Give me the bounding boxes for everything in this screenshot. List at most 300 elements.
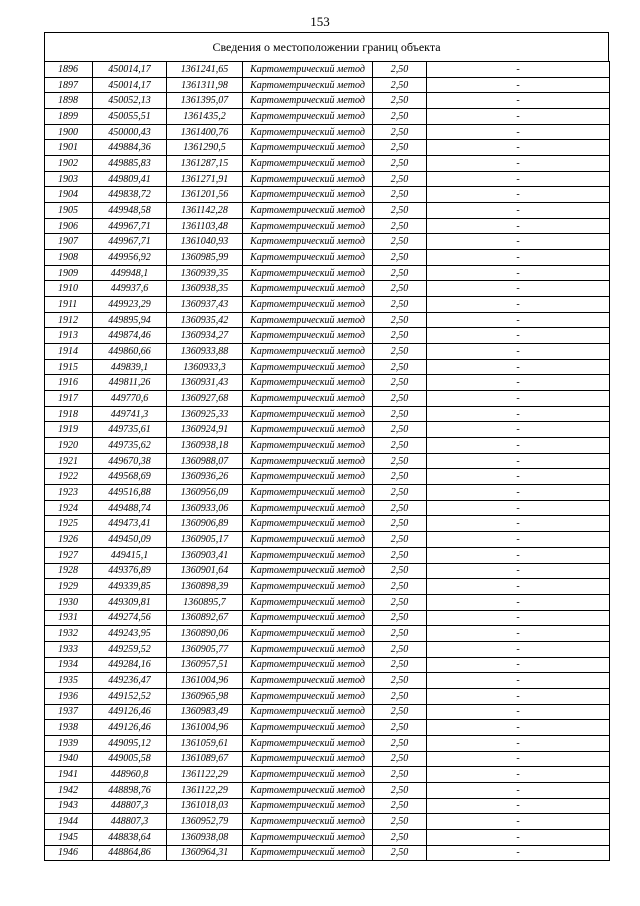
cell-coord-x: 449948,1 bbox=[93, 265, 167, 281]
cell-point-number: 1924 bbox=[45, 500, 93, 516]
cell-precision: 2,50 bbox=[373, 375, 427, 391]
cell-precision: 2,50 bbox=[373, 673, 427, 689]
cell-description: - bbox=[427, 485, 610, 501]
cell-point-number: 1931 bbox=[45, 610, 93, 626]
cell-method: Картометрический метод bbox=[243, 641, 373, 657]
cell-precision: 2,50 bbox=[373, 829, 427, 845]
cell-description: - bbox=[427, 767, 610, 783]
cell-coord-x: 449874,46 bbox=[93, 328, 167, 344]
cell-coord-y: 1361241,65 bbox=[167, 62, 243, 78]
cell-point-number: 1943 bbox=[45, 798, 93, 814]
cell-coord-y: 1360898,39 bbox=[167, 579, 243, 595]
cell-precision: 2,50 bbox=[373, 391, 427, 407]
table-title: Сведения о местоположении границ объекта bbox=[44, 32, 609, 61]
cell-coord-x: 449670,38 bbox=[93, 453, 167, 469]
cell-coord-y: 1360903,41 bbox=[167, 547, 243, 563]
cell-point-number: 1901 bbox=[45, 140, 93, 156]
cell-coord-x: 449376,89 bbox=[93, 563, 167, 579]
cell-coord-x: 448898,76 bbox=[93, 782, 167, 798]
cell-coord-x: 449274,56 bbox=[93, 610, 167, 626]
cell-description: - bbox=[427, 187, 610, 203]
cell-point-number: 1934 bbox=[45, 657, 93, 673]
cell-coord-x: 449095,12 bbox=[93, 735, 167, 751]
cell-method: Картометрический метод bbox=[243, 250, 373, 266]
cell-description: - bbox=[427, 77, 610, 93]
cell-description: - bbox=[427, 829, 610, 845]
cell-coord-y: 1361103,48 bbox=[167, 218, 243, 234]
cell-coord-x: 449339,85 bbox=[93, 579, 167, 595]
cell-method: Картометрический метод bbox=[243, 62, 373, 78]
cell-coord-x: 448838,64 bbox=[93, 829, 167, 845]
cell-point-number: 1904 bbox=[45, 187, 93, 203]
cell-coord-x: 449005,58 bbox=[93, 751, 167, 767]
cell-point-number: 1900 bbox=[45, 124, 93, 140]
table-row bbox=[45, 516, 610, 532]
cell-precision: 2,50 bbox=[373, 77, 427, 93]
cell-precision: 2,50 bbox=[373, 469, 427, 485]
cell-description: - bbox=[427, 641, 610, 657]
cell-coord-y: 1360934,27 bbox=[167, 328, 243, 344]
cell-method: Картометрический метод bbox=[243, 845, 373, 861]
cell-coord-x: 450052,13 bbox=[93, 93, 167, 109]
cell-coord-x: 449243,95 bbox=[93, 626, 167, 642]
cell-point-number: 1932 bbox=[45, 626, 93, 642]
cell-method: Картометрический метод bbox=[243, 782, 373, 798]
table-row bbox=[45, 829, 610, 845]
table-row bbox=[45, 359, 610, 375]
table-row bbox=[45, 610, 610, 626]
cell-precision: 2,50 bbox=[373, 657, 427, 673]
cell-precision: 2,50 bbox=[373, 767, 427, 783]
cell-method: Картометрический метод bbox=[243, 547, 373, 563]
cell-coord-x: 449809,41 bbox=[93, 171, 167, 187]
cell-method: Картометрический метод bbox=[243, 657, 373, 673]
cell-point-number: 1917 bbox=[45, 391, 93, 407]
cell-precision: 2,50 bbox=[373, 626, 427, 642]
table-row bbox=[45, 453, 610, 469]
cell-coord-x: 449956,92 bbox=[93, 250, 167, 266]
cell-point-number: 1925 bbox=[45, 516, 93, 532]
table-row bbox=[45, 485, 610, 501]
cell-point-number: 1910 bbox=[45, 281, 93, 297]
cell-coord-y: 1360983,49 bbox=[167, 704, 243, 720]
cell-method: Картометрический метод bbox=[243, 767, 373, 783]
table-row bbox=[45, 814, 610, 830]
cell-description: - bbox=[427, 328, 610, 344]
cell-coord-y: 1361040,93 bbox=[167, 234, 243, 250]
cell-method: Картометрический метод bbox=[243, 798, 373, 814]
cell-coord-y: 1361311,98 bbox=[167, 77, 243, 93]
cell-description: - bbox=[427, 532, 610, 548]
cell-precision: 2,50 bbox=[373, 438, 427, 454]
cell-description: - bbox=[427, 469, 610, 485]
cell-description: - bbox=[427, 344, 610, 360]
cell-coord-y: 1360938,35 bbox=[167, 281, 243, 297]
cell-coord-y: 1361122,29 bbox=[167, 782, 243, 798]
cell-method: Картометрический метод bbox=[243, 265, 373, 281]
cell-method: Картометрический метод bbox=[243, 673, 373, 689]
cell-precision: 2,50 bbox=[373, 406, 427, 422]
cell-coord-x: 449923,29 bbox=[93, 297, 167, 313]
cell-point-number: 1902 bbox=[45, 156, 93, 172]
table-row bbox=[45, 673, 610, 689]
cell-method: Картометрический метод bbox=[243, 453, 373, 469]
cell-coord-y: 1360937,43 bbox=[167, 297, 243, 313]
cell-coord-x: 449948,58 bbox=[93, 203, 167, 219]
cell-coord-y: 1361059,61 bbox=[167, 735, 243, 751]
cell-method: Картометрический метод bbox=[243, 469, 373, 485]
cell-point-number: 1918 bbox=[45, 406, 93, 422]
cell-method: Картометрический метод bbox=[243, 704, 373, 720]
cell-coord-x: 450000,43 bbox=[93, 124, 167, 140]
cell-coord-x: 449568,69 bbox=[93, 469, 167, 485]
cell-method: Картометрический метод bbox=[243, 234, 373, 250]
table-row bbox=[45, 422, 610, 438]
cell-point-number: 1896 bbox=[45, 62, 93, 78]
cell-precision: 2,50 bbox=[373, 281, 427, 297]
cell-method: Картометрический метод bbox=[243, 328, 373, 344]
cell-method: Картометрический метод bbox=[243, 626, 373, 642]
cell-description: - bbox=[427, 422, 610, 438]
cell-point-number: 1906 bbox=[45, 218, 93, 234]
cell-coord-y: 1361089,67 bbox=[167, 751, 243, 767]
cell-description: - bbox=[427, 438, 610, 454]
cell-description: - bbox=[427, 297, 610, 313]
cell-point-number: 1912 bbox=[45, 312, 93, 328]
table-row bbox=[45, 563, 610, 579]
cell-coord-y: 1360935,42 bbox=[167, 312, 243, 328]
cell-description: - bbox=[427, 312, 610, 328]
cell-description: - bbox=[427, 720, 610, 736]
cell-coord-y: 1360905,17 bbox=[167, 532, 243, 548]
cell-coord-y: 1361435,2 bbox=[167, 109, 243, 125]
cell-point-number: 1916 bbox=[45, 375, 93, 391]
cell-precision: 2,50 bbox=[373, 297, 427, 313]
cell-coord-y: 1360936,26 bbox=[167, 469, 243, 485]
table-row bbox=[45, 218, 610, 234]
cell-precision: 2,50 bbox=[373, 688, 427, 704]
cell-point-number: 1926 bbox=[45, 532, 93, 548]
cell-precision: 2,50 bbox=[373, 547, 427, 563]
table-row bbox=[45, 594, 610, 610]
cell-point-number: 1907 bbox=[45, 234, 93, 250]
table-row bbox=[45, 203, 610, 219]
cell-precision: 2,50 bbox=[373, 563, 427, 579]
cell-point-number: 1914 bbox=[45, 344, 93, 360]
cell-method: Картометрический метод bbox=[243, 516, 373, 532]
cell-precision: 2,50 bbox=[373, 641, 427, 657]
table-row bbox=[45, 798, 610, 814]
cell-coord-y: 1360931,43 bbox=[167, 375, 243, 391]
cell-precision: 2,50 bbox=[373, 203, 427, 219]
cell-coord-y: 1360905,77 bbox=[167, 641, 243, 657]
cell-description: - bbox=[427, 203, 610, 219]
cell-precision: 2,50 bbox=[373, 845, 427, 861]
cell-precision: 2,50 bbox=[373, 328, 427, 344]
cell-coord-x: 449735,61 bbox=[93, 422, 167, 438]
cell-coord-y: 1361142,28 bbox=[167, 203, 243, 219]
table-row bbox=[45, 735, 610, 751]
table-row bbox=[45, 250, 610, 266]
cell-coord-x: 448807,3 bbox=[93, 798, 167, 814]
cell-coord-x: 449860,66 bbox=[93, 344, 167, 360]
cell-precision: 2,50 bbox=[373, 265, 427, 281]
cell-description: - bbox=[427, 359, 610, 375]
cell-description: - bbox=[427, 93, 610, 109]
cell-precision: 2,50 bbox=[373, 187, 427, 203]
cell-coord-x: 449895,94 bbox=[93, 312, 167, 328]
table-row bbox=[45, 109, 610, 125]
cell-precision: 2,50 bbox=[373, 798, 427, 814]
cell-point-number: 1897 bbox=[45, 77, 93, 93]
cell-coord-x: 449885,83 bbox=[93, 156, 167, 172]
cell-method: Картометрический метод bbox=[243, 344, 373, 360]
cell-precision: 2,50 bbox=[373, 532, 427, 548]
table-row bbox=[45, 187, 610, 203]
cell-method: Картометрический метод bbox=[243, 109, 373, 125]
cell-description: - bbox=[427, 579, 610, 595]
cell-coord-x: 448807,3 bbox=[93, 814, 167, 830]
table-row bbox=[45, 234, 610, 250]
cell-description: - bbox=[427, 547, 610, 563]
cell-point-number: 1898 bbox=[45, 93, 93, 109]
cell-description: - bbox=[427, 688, 610, 704]
cell-precision: 2,50 bbox=[373, 218, 427, 234]
cell-coord-y: 1361004,96 bbox=[167, 673, 243, 689]
cell-coord-x: 449735,62 bbox=[93, 438, 167, 454]
cell-coord-x: 449152,52 bbox=[93, 688, 167, 704]
cell-precision: 2,50 bbox=[373, 156, 427, 172]
cell-coord-y: 1360906,89 bbox=[167, 516, 243, 532]
cell-precision: 2,50 bbox=[373, 344, 427, 360]
cell-point-number: 1911 bbox=[45, 297, 93, 313]
cell-description: - bbox=[427, 281, 610, 297]
cell-point-number: 1899 bbox=[45, 109, 93, 125]
table-row bbox=[45, 641, 610, 657]
cell-precision: 2,50 bbox=[373, 735, 427, 751]
cell-precision: 2,50 bbox=[373, 140, 427, 156]
cell-description: - bbox=[427, 735, 610, 751]
coordinates-table bbox=[44, 61, 610, 861]
cell-coord-y: 1360956,09 bbox=[167, 485, 243, 501]
cell-description: - bbox=[427, 845, 610, 861]
cell-method: Картометрический метод bbox=[243, 218, 373, 234]
cell-coord-x: 449415,1 bbox=[93, 547, 167, 563]
cell-precision: 2,50 bbox=[373, 610, 427, 626]
cell-precision: 2,50 bbox=[373, 312, 427, 328]
cell-method: Картометрический метод bbox=[243, 532, 373, 548]
cell-description: - bbox=[427, 62, 610, 78]
cell-description: - bbox=[427, 171, 610, 187]
cell-coord-y: 1361271,91 bbox=[167, 171, 243, 187]
table-row bbox=[45, 171, 610, 187]
cell-method: Картометрический метод bbox=[243, 500, 373, 516]
cell-description: - bbox=[427, 406, 610, 422]
cell-point-number: 1939 bbox=[45, 735, 93, 751]
cell-method: Картометрический метод bbox=[243, 829, 373, 845]
cell-precision: 2,50 bbox=[373, 250, 427, 266]
cell-description: - bbox=[427, 124, 610, 140]
cell-coord-x: 449309,81 bbox=[93, 594, 167, 610]
cell-coord-y: 1360965,98 bbox=[167, 688, 243, 704]
cell-coord-y: 1361395,07 bbox=[167, 93, 243, 109]
cell-precision: 2,50 bbox=[373, 62, 427, 78]
cell-precision: 2,50 bbox=[373, 453, 427, 469]
cell-coord-y: 1360988,07 bbox=[167, 453, 243, 469]
cell-coord-x: 449126,46 bbox=[93, 720, 167, 736]
cell-method: Картометрический метод bbox=[243, 140, 373, 156]
cell-precision: 2,50 bbox=[373, 579, 427, 595]
cell-point-number: 1909 bbox=[45, 265, 93, 281]
cell-point-number: 1930 bbox=[45, 594, 93, 610]
table-row bbox=[45, 532, 610, 548]
cell-point-number: 1927 bbox=[45, 547, 93, 563]
cell-coord-x: 450055,51 bbox=[93, 109, 167, 125]
cell-coord-y: 1360938,08 bbox=[167, 829, 243, 845]
table-row bbox=[45, 391, 610, 407]
table-row bbox=[45, 579, 610, 595]
cell-coord-y: 1360964,31 bbox=[167, 845, 243, 861]
table-row bbox=[45, 312, 610, 328]
cell-description: - bbox=[427, 673, 610, 689]
cell-precision: 2,50 bbox=[373, 751, 427, 767]
cell-coord-y: 1360933,3 bbox=[167, 359, 243, 375]
cell-description: - bbox=[427, 704, 610, 720]
cell-point-number: 1933 bbox=[45, 641, 93, 657]
cell-point-number: 1937 bbox=[45, 704, 93, 720]
cell-coord-y: 1361201,56 bbox=[167, 187, 243, 203]
cell-method: Картометрический метод bbox=[243, 281, 373, 297]
cell-coord-x: 449839,1 bbox=[93, 359, 167, 375]
cell-description: - bbox=[427, 626, 610, 642]
cell-precision: 2,50 bbox=[373, 516, 427, 532]
cell-method: Картометрический метод bbox=[243, 485, 373, 501]
table-row bbox=[45, 626, 610, 642]
cell-description: - bbox=[427, 814, 610, 830]
cell-description: - bbox=[427, 156, 610, 172]
cell-description: - bbox=[427, 375, 610, 391]
cell-method: Картометрический метод bbox=[243, 171, 373, 187]
cell-coord-y: 1360925,33 bbox=[167, 406, 243, 422]
cell-point-number: 1905 bbox=[45, 203, 93, 219]
cell-method: Картометрический метод bbox=[243, 735, 373, 751]
table-row bbox=[45, 688, 610, 704]
cell-precision: 2,50 bbox=[373, 814, 427, 830]
cell-method: Картометрический метод bbox=[243, 187, 373, 203]
cell-precision: 2,50 bbox=[373, 594, 427, 610]
cell-coord-y: 1361004,96 bbox=[167, 720, 243, 736]
cell-precision: 2,50 bbox=[373, 485, 427, 501]
table-row bbox=[45, 77, 610, 93]
cell-precision: 2,50 bbox=[373, 704, 427, 720]
cell-coord-y: 1360901,64 bbox=[167, 563, 243, 579]
cell-description: - bbox=[427, 516, 610, 532]
cell-coord-y: 1360895,7 bbox=[167, 594, 243, 610]
cell-precision: 2,50 bbox=[373, 500, 427, 516]
cell-coord-x: 450014,17 bbox=[93, 77, 167, 93]
cell-method: Картометрический метод bbox=[243, 359, 373, 375]
cell-description: - bbox=[427, 798, 610, 814]
cell-coord-y: 1361287,15 bbox=[167, 156, 243, 172]
table-row bbox=[45, 720, 610, 736]
table-row bbox=[45, 265, 610, 281]
cell-coord-x: 449937,6 bbox=[93, 281, 167, 297]
cell-coord-y: 1361400,76 bbox=[167, 124, 243, 140]
cell-coord-y: 1360938,18 bbox=[167, 438, 243, 454]
cell-method: Картометрический метод bbox=[243, 814, 373, 830]
cell-method: Картометрический метод bbox=[243, 156, 373, 172]
table-row bbox=[45, 469, 610, 485]
cell-point-number: 1946 bbox=[45, 845, 93, 861]
cell-description: - bbox=[427, 563, 610, 579]
cell-precision: 2,50 bbox=[373, 422, 427, 438]
cell-method: Картометрический метод bbox=[243, 312, 373, 328]
cell-coord-x: 449516,88 bbox=[93, 485, 167, 501]
cell-point-number: 1921 bbox=[45, 453, 93, 469]
cell-coord-x: 449126,46 bbox=[93, 704, 167, 720]
cell-point-number: 1945 bbox=[45, 829, 93, 845]
cell-point-number: 1922 bbox=[45, 469, 93, 485]
cell-coord-x: 449884,36 bbox=[93, 140, 167, 156]
table-row bbox=[45, 500, 610, 516]
cell-coord-x: 449838,72 bbox=[93, 187, 167, 203]
cell-coord-y: 1360939,35 bbox=[167, 265, 243, 281]
cell-method: Картометрический метод bbox=[243, 391, 373, 407]
cell-coord-x: 449741,3 bbox=[93, 406, 167, 422]
cell-coord-y: 1360927,68 bbox=[167, 391, 243, 407]
cell-coord-x: 448864,86 bbox=[93, 845, 167, 861]
cell-point-number: 1942 bbox=[45, 782, 93, 798]
cell-coord-y: 1361122,29 bbox=[167, 767, 243, 783]
table-row bbox=[45, 704, 610, 720]
cell-coord-x: 449473,41 bbox=[93, 516, 167, 532]
cell-method: Картометрический метод bbox=[243, 751, 373, 767]
table-row bbox=[45, 751, 610, 767]
cell-method: Картометрический метод bbox=[243, 579, 373, 595]
cell-method: Картометрический метод bbox=[243, 93, 373, 109]
table-row bbox=[45, 62, 610, 78]
cell-method: Картометрический метод bbox=[243, 422, 373, 438]
boundary-table-sheet bbox=[44, 32, 609, 861]
cell-coord-y: 1360933,06 bbox=[167, 500, 243, 516]
cell-point-number: 1936 bbox=[45, 688, 93, 704]
cell-description: - bbox=[427, 234, 610, 250]
cell-point-number: 1941 bbox=[45, 767, 93, 783]
cell-precision: 2,50 bbox=[373, 109, 427, 125]
cell-description: - bbox=[427, 500, 610, 516]
cell-description: - bbox=[427, 657, 610, 673]
cell-coord-y: 1360957,51 bbox=[167, 657, 243, 673]
cell-description: - bbox=[427, 140, 610, 156]
table-row bbox=[45, 344, 610, 360]
cell-description: - bbox=[427, 453, 610, 469]
cell-coord-y: 1361290,5 bbox=[167, 140, 243, 156]
cell-coord-x: 449770,6 bbox=[93, 391, 167, 407]
cell-description: - bbox=[427, 265, 610, 281]
cell-coord-x: 449259,52 bbox=[93, 641, 167, 657]
cell-method: Картометрический метод bbox=[243, 406, 373, 422]
table-body bbox=[45, 62, 610, 861]
cell-method: Картометрический метод bbox=[243, 610, 373, 626]
cell-precision: 2,50 bbox=[373, 720, 427, 736]
cell-description: - bbox=[427, 250, 610, 266]
cell-precision: 2,50 bbox=[373, 124, 427, 140]
cell-description: - bbox=[427, 610, 610, 626]
cell-precision: 2,50 bbox=[373, 93, 427, 109]
table-row bbox=[45, 375, 610, 391]
cell-coord-x: 449811,26 bbox=[93, 375, 167, 391]
cell-method: Картометрический метод bbox=[243, 594, 373, 610]
